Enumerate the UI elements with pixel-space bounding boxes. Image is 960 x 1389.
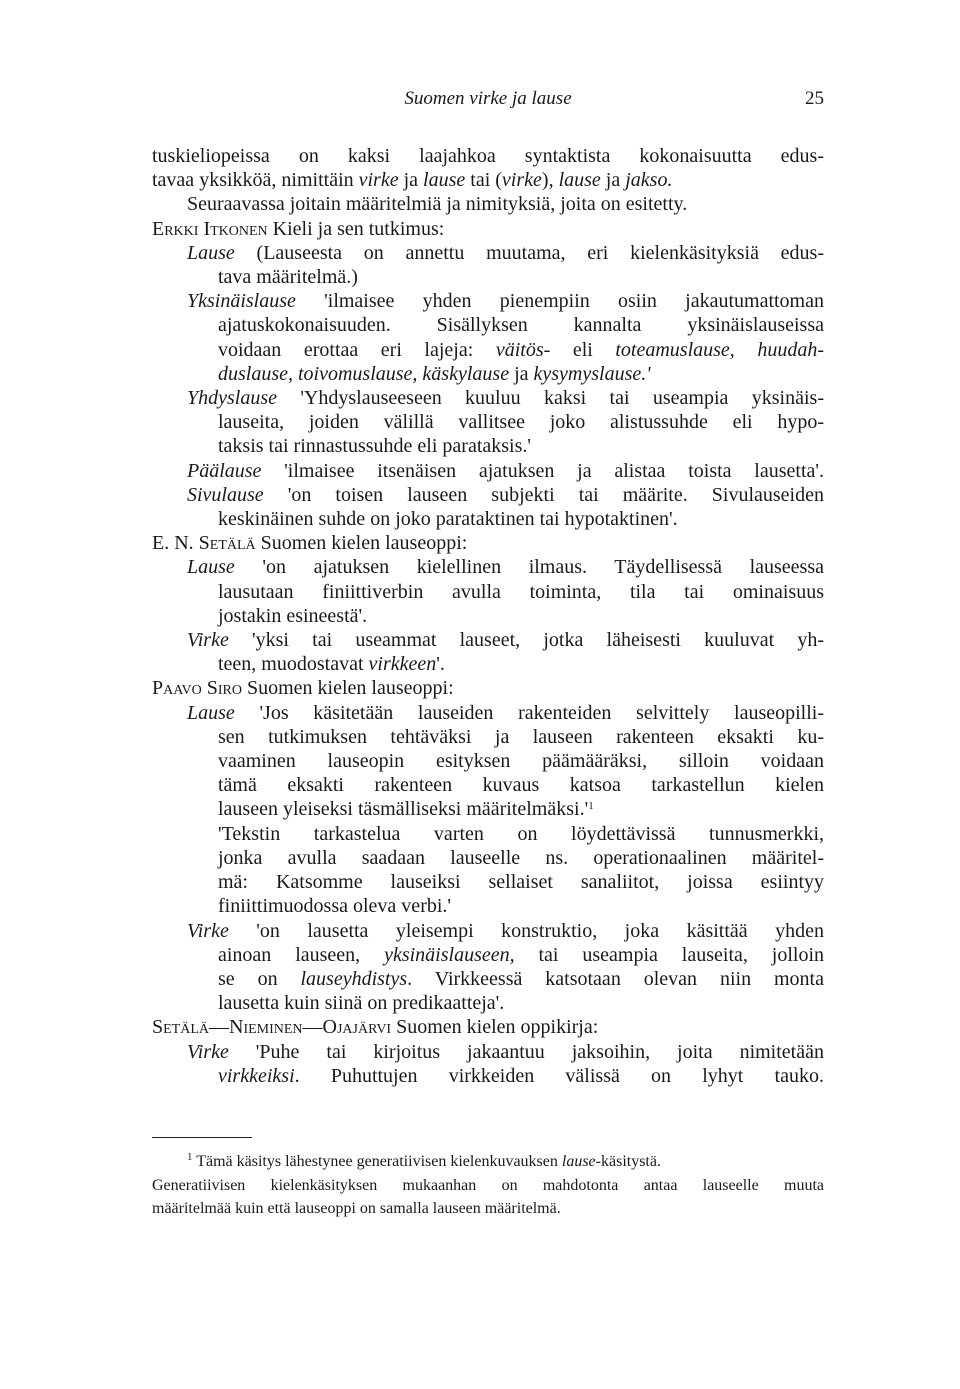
running-title: Suomen virke ja lause <box>404 88 572 109</box>
text-line: taksis tai rinnastussuhde eli parataksis.' <box>218 435 531 458</box>
text-line: jostakin esineestä'. <box>218 604 368 627</box>
text-line: jonka avulla saadaan lauseelle ns. operationaalinen määritel- <box>218 846 824 869</box>
text-line: sen tutkimuksen tehtäväksi ja lauseen rakenteen eksakti ku- <box>218 725 824 748</box>
text-line: lauseita, joiden välillä vallitsee joko alistussuhde eli hypo- <box>218 411 824 434</box>
text-line: tuskieliopeissa on kaksi laajahkoa syntaktista kokonaisuutta edus- <box>152 145 824 167</box>
text-line: lausetta kuin siinä on predikaatteja'. <box>218 992 505 1015</box>
text-line: 'Tekstin tarkastelua varten on löydettävissä tunnusmerkki, <box>218 822 824 845</box>
definition-line: Virke 'on lausetta yleisempi konstruktio, joka käsittää yhden <box>187 919 824 942</box>
text-line: vaaminen lauseopin esityksen päämääräksi, silloin voidaan <box>218 750 824 773</box>
footnote-rule <box>152 1137 252 1138</box>
body-text <box>152 144 824 1088</box>
source-heading: Paavo Siro Suomen kielen lauseoppi: <box>152 677 454 700</box>
footnote <box>152 1150 824 1221</box>
footnote-marker: 1 <box>588 800 594 813</box>
text-line: teen, muodostavat virkkeen'. <box>218 653 445 676</box>
source-heading: Setälä—Nieminen—Ojajärvi Suomen kielen oppikirja: <box>152 1016 599 1039</box>
definition-line: Sivulause 'on toisen lauseen subjekti tai määrite. Sivulauseiden <box>187 483 824 506</box>
text-line: tava määritelmä.) <box>218 266 358 289</box>
text-line: lauseen yleiseksi täsmälliseksi $määritelmäksi.'^1$ <box>218 798 594 821</box>
text-line: duslause, toivomuslause, käskylause ja kysymyslause.' <box>218 362 651 385</box>
footnote-line: $^1$ Tämä käsitys lähestynee generatiivisen kielenkuvauksen lause-käsitystä. <box>187 1151 661 1170</box>
text-line: tavaa yksikköä, nimittäin virke ja lause tai (virke), lause ja jakso. <box>152 169 673 192</box>
definition-line: Virke 'yksi tai useammat lauseet, jotka läheisesti kuuluvat yh- <box>187 629 824 652</box>
text-line: voidaan erottaa eri lajeja: väitös- eli toteamuslause, huudah- <box>218 338 824 361</box>
text-line: Seuraavassa joitain määritelmiä ja nimityksiä, joita on esitetty. <box>187 193 688 216</box>
footnote-line: Generatiivisen kielenkäsityksen mukaanhan on mahdotonta antaa lauseelle muuta <box>152 1176 824 1194</box>
footnote-number: 1 <box>187 1151 193 1163</box>
definition-line: Yksinäislause 'ilmaisee yhden pienempiin osiin jakautumattoman <box>187 290 824 313</box>
page-number: 25 <box>805 88 824 109</box>
text-line: tämä eksakti rakenteen kuvaus katsoa tarkastellun kielen <box>218 774 824 797</box>
definition-line: Lause 'on ajatuksen kielellinen ilmaus. Täydellisessä lauseessa <box>187 556 824 579</box>
definition-line: Yhdyslause 'Yhdyslauseeseen kuuluu kaksi tai useampia yksinäis- <box>187 387 824 410</box>
definition-line: Päälause 'ilmaisee itsenäisen ajatuksen ja alistaa toista lausetta'. <box>187 459 824 482</box>
source-heading: Erkki Itkonen Kieli ja sen tutkimus: <box>152 217 445 240</box>
definition-line: Virke 'Puhe tai kirjoitus jakaantuu jaksoihin, joita nimitetään <box>187 1040 824 1063</box>
text-line: ajatuskokonaisuuden. Sisällyksen kannalta yksinäislauseissa <box>218 314 824 337</box>
text-line: finiittimuodossa oleva verbi.' <box>218 895 452 918</box>
text-line: mä: Katsomme lauseiksi sellaiset sanaliitot, joissa esiintyy <box>218 871 824 894</box>
running-header <box>152 84 824 114</box>
text-line: lausutaan finiittiverbin avulla toiminta, tila tai ominaisuus <box>218 580 824 603</box>
footnote-line: määritelmää kuin että lauseoppi on samalla lauseen määritelmä. <box>152 1200 561 1217</box>
text-line: virkkeiksi. Puhuttujen virkkeiden välissä on lyhyt tauko. <box>218 1064 824 1087</box>
text-line: se on lauseyhdistys. Virkkeessä katsotaan olevan niin monta <box>218 967 824 990</box>
source-heading: E. N. Setälä Suomen kielen lauseoppi: <box>152 532 468 555</box>
text-line: keskinäinen suhde on joko parataktinen tai hypotaktinen'. <box>218 508 678 531</box>
text-line: ainoan lauseen, yksinäislauseen, tai useampia lauseita, jolloin <box>218 943 825 966</box>
definition-line: Lause 'Jos käsitetään lauseiden rakenteiden selvittely lauseopilli- <box>187 701 824 724</box>
definition-line: Lause (Lauseesta on annettu muutama, eri kielenkäsityksiä edus- <box>187 241 824 264</box>
